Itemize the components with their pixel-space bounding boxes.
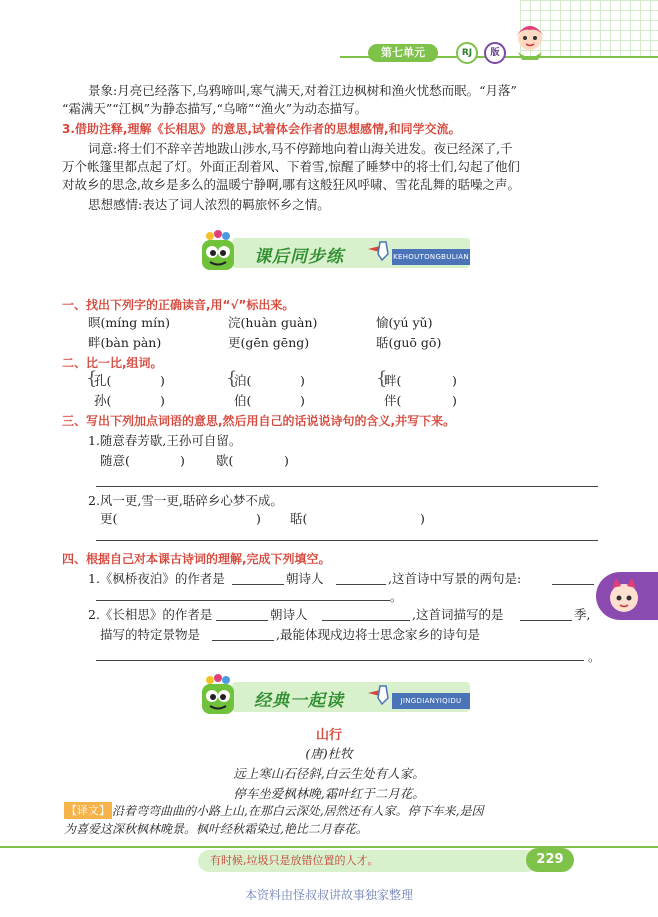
- girl-mascot-icon: [508, 18, 552, 62]
- word-meaning-prompt: 歇(: [216, 453, 234, 468]
- footer-quote: 有时候,垃圾只是放错位置的人才。: [198, 850, 538, 872]
- pinyin-item: 暝(míng mín): [88, 315, 171, 330]
- edition-badge-ban: 版: [484, 42, 506, 64]
- translation-line: 沿着弯弯曲曲的小路上山,在那白云深处,居然还有人家。停下车来,是因: [112, 804, 484, 818]
- source-credit: 本资料由怪叔叔讲故事独家整理: [244, 888, 413, 902]
- fill-text: ,最能体现戍边将士思念家乡的诗句是: [276, 627, 480, 642]
- pinyin-item: 浣(huàn guàn): [228, 315, 318, 330]
- paren-close: ): [452, 393, 457, 408]
- paren-close: ): [284, 453, 289, 468]
- banner-title: 课后同步练: [254, 247, 344, 267]
- fill-text: 季,: [574, 607, 591, 622]
- section-3-title: 三、写出下列加点词语的意思,然后用自己的话说说诗句的含义,并写下来。: [62, 414, 456, 428]
- fill-text: ,这首诗中写景的两句是:: [388, 571, 522, 586]
- question-3-title: 3.借助注释,理解《长相思》的意思,试着体会作者的思想感情,和同学交流。: [62, 122, 461, 136]
- translation-line: 为喜爱这深秋枫林晚景。枫叶经秋霜染过,艳比二月春花。: [64, 822, 368, 836]
- compare-word: 孙(: [94, 393, 112, 408]
- fill-text: 1.《枫桥夜泊》的作者是: [88, 571, 225, 586]
- section-4-title: 四、根据自己对本课古诗词的理解,完成下列填空。: [62, 552, 331, 566]
- edition-badge-rj: RJ: [456, 42, 478, 64]
- answer-line[interactable]: [96, 486, 598, 487]
- scene-line-1: 景象:月亮已经落下,乌鸦啼叫,寒气满天,对着江边枫树和渔火忧愁而眠。“月落”: [88, 83, 517, 98]
- cat-mascot-icon: [604, 576, 644, 616]
- banner-subtitle: JINGDIANYIQIDU: [392, 693, 470, 709]
- translation-tag: 【译文】: [66, 804, 110, 817]
- blank-line[interactable]: [96, 660, 584, 661]
- paren-close: ): [452, 373, 457, 388]
- fill-text: 朝诗人: [270, 607, 308, 622]
- page-number: 229: [526, 848, 574, 872]
- pinyin-item: 畔(bàn pàn): [88, 335, 162, 350]
- word-meaning-prompt: 更(: [100, 511, 118, 526]
- meaning-line-3: 对故乡的思念,故乡是多么的温暖宁静啊,哪有这般狂风呼啸、雪花乱舞的聒噪之声。: [62, 177, 520, 192]
- paren-close: ): [180, 453, 185, 468]
- poem-author: (唐)杜牧: [305, 746, 353, 761]
- paren-close: ): [300, 373, 305, 388]
- word-meaning-prompt: 随意(: [100, 453, 130, 468]
- unit-label: 第七单元: [368, 44, 438, 62]
- scene-line-2: “霜满天”“江枫”为静态描写,“乌啼”“渔火”为动态描写。: [62, 101, 368, 116]
- blank-line[interactable]: [212, 640, 274, 641]
- paren-close: ): [160, 393, 165, 408]
- poem-title: 山行: [315, 728, 342, 743]
- blank-line[interactable]: [216, 620, 268, 621]
- answer-line[interactable]: [96, 540, 598, 541]
- side-tab: [596, 572, 658, 620]
- pinyin-item: 聒(guō gō): [376, 335, 442, 350]
- poem-line-q1: 1.随意春芳歇,王孙可自留。: [88, 433, 242, 448]
- feeling-line: 思想感情:表达了词人浓烈的羁旅怀乡之情。: [88, 197, 330, 212]
- banner-subtitle: KEHOUTONGBULIAN: [392, 249, 470, 265]
- brace: {: [226, 368, 238, 389]
- compare-word: 伴(: [384, 393, 402, 408]
- fill-text: 2.《长相思》的作者是: [88, 607, 213, 622]
- meaning-line-1: 词意:将士们不辞辛苦地跋山涉水,马不停蹄地向着山海关进发。夜已经深了,千: [88, 141, 513, 156]
- paren-close: ): [256, 511, 261, 526]
- compare-word: 伯(: [234, 393, 252, 408]
- brace: {: [376, 368, 388, 389]
- blank-line[interactable]: [322, 620, 410, 621]
- section-1-title: 一、找出下列字的正确读音,用“√”标出来。: [62, 298, 295, 312]
- banner-practice: [196, 230, 472, 274]
- fill-text: 。: [390, 589, 403, 604]
- blank-line[interactable]: [232, 584, 284, 585]
- paren-close: ): [160, 373, 165, 388]
- green-monster-mascot-icon: [196, 230, 240, 274]
- banner-reading: [196, 674, 472, 718]
- fill-text: 。: [588, 649, 601, 664]
- word-meaning-prompt: 聒(: [290, 511, 308, 526]
- fill-text: ,这首词描写的是: [412, 607, 504, 622]
- fill-text: 描写的特定景物是: [100, 627, 201, 642]
- pinyin-item: 愉(yú yǔ): [376, 315, 433, 330]
- brace: {: [86, 368, 98, 389]
- banner-title: 经典一起读: [254, 691, 344, 711]
- green-monster-mascot-icon: [196, 674, 240, 718]
- pinyin-item: 更(gēn gēng): [228, 335, 310, 350]
- compare-word: 泊(: [234, 373, 252, 388]
- meaning-line-2: 万个帐篷里都点起了灯。外面正刮着风、下着雪,惊醒了睡梦中的将士们,勾起了他们: [62, 159, 520, 174]
- paren-close: ): [420, 511, 425, 526]
- poem-line: 远上寒山石径斜,白云生处有人家。: [233, 766, 425, 781]
- blank-line[interactable]: [96, 600, 390, 601]
- section-2-title: 二、比一比,组词。: [62, 356, 163, 370]
- compare-word: 孔(: [94, 373, 112, 388]
- paren-close: ): [300, 393, 305, 408]
- blank-line[interactable]: [520, 620, 572, 621]
- blank-line[interactable]: [336, 584, 386, 585]
- blank-line[interactable]: [552, 584, 594, 585]
- poem-line: 停车坐爱枫林晚,霜叶红于二月花。: [233, 786, 425, 801]
- poem-line-q2: 2.风一更,雪一更,聒碎乡心梦不成。: [88, 493, 283, 508]
- compare-word: 畔(: [384, 373, 402, 388]
- fill-text: 朝诗人: [286, 571, 324, 586]
